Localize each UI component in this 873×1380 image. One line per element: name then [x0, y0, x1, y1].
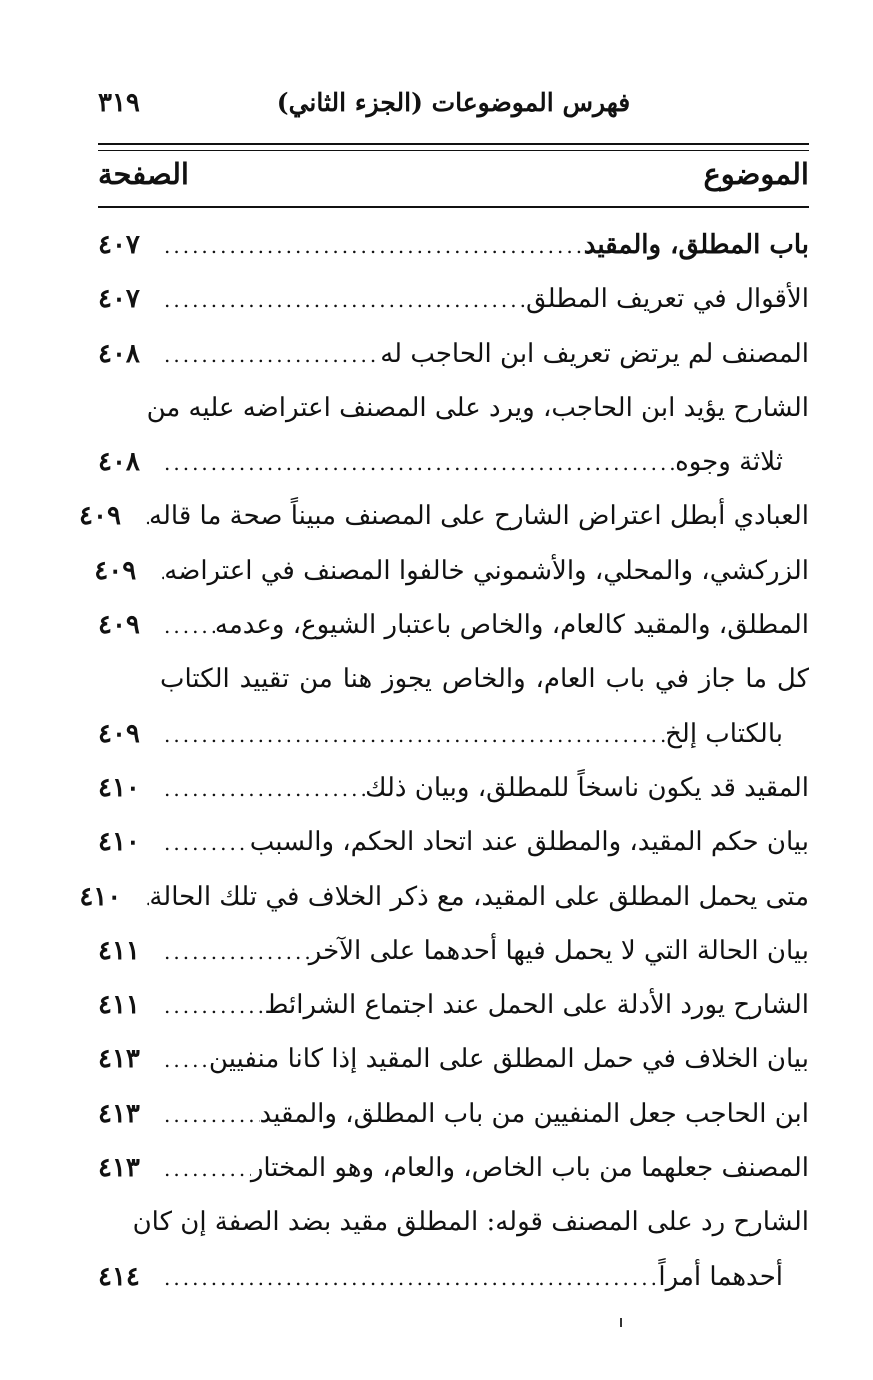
toc-entry-title: بيان الحالة التي لا يحمل فيها أحدهما على الآخر [308, 935, 809, 966]
toc-entry-title: أحدهما أمراً [658, 1261, 783, 1292]
dot-leader [160, 1251, 658, 1305]
toc-entry[interactable] [79, 489, 809, 543]
toc-entry-title: المطلق، والمقيد كالعام، والخاص باعتبار الشيوع، وعدمه [214, 610, 809, 641]
toc-entry-page: ٤١١ [98, 935, 140, 966]
toc-entry[interactable] [98, 598, 809, 652]
dot-leader [160, 328, 380, 382]
toc-entry-page: ٤٠٩ [94, 555, 137, 586]
dot-leader [160, 925, 309, 979]
dot-leader [160, 762, 365, 816]
toc-entry-page: ٤٠٧ [98, 284, 140, 315]
toc-entry[interactable] [98, 924, 809, 978]
dot-leader [160, 1088, 260, 1142]
toc-entry-page: ٤٠٨ [98, 338, 140, 369]
toc-entry-page: ٤١٠ [79, 881, 122, 912]
toc-entry-first-line[interactable]: الشارح رد على المصنف قوله: المطلق مقيد بضد الصفة إن كان [132, 1207, 809, 1238]
column-headings [98, 157, 809, 201]
toc-entry-title: باب المطلق، والمقيد [583, 230, 809, 260]
toc-entry-page: ٤١١ [98, 990, 140, 1021]
toc-entry-page: ٤٠٩ [98, 610, 140, 641]
toc-list [79, 218, 809, 1304]
toc-entry-title: المصنف لم يرتض تعريف ابن الحاجب له [380, 338, 809, 369]
print-mark [620, 1318, 622, 1327]
toc-entry-page: ٤١٣ [98, 1153, 140, 1184]
toc-entry[interactable] [98, 1087, 809, 1141]
toc-entry-page: ٤٠٩ [79, 501, 121, 532]
toc-entry[interactable] [98, 435, 809, 489]
dot-leader [160, 708, 665, 762]
toc-entry[interactable] [98, 218, 809, 272]
dot-leader [160, 436, 675, 490]
toc-entry-page: ٤٠٧ [98, 230, 140, 260]
dot-leader [160, 979, 264, 1033]
toc-entry-title: العبادي أبطل اعتراض الشارح على المصنف مبيناً صحة ما قاله [149, 501, 809, 532]
toc-entry-page: ٤١٠ [98, 827, 140, 858]
dot-leader [141, 871, 149, 925]
toc-entry-first-line[interactable]: كل ما جاز في باب العام، والخاص يجوز هنا من تقييد الكتاب [160, 664, 809, 695]
toc-entry-page: ٤١٤ [98, 1261, 140, 1292]
toc-entry-page: ٤١٣ [98, 1098, 140, 1129]
toc-entry-title: الأقوال في تعريف المطلق [526, 284, 809, 315]
toc-entry-page: ٤١٠ [98, 772, 140, 803]
toc-entry-title: الشارح يورد الأدلة على الحمل عند اجتماع الشرائط [264, 990, 809, 1021]
toc-entry[interactable] [98, 815, 809, 869]
subject-column-heading: الموضوع [703, 157, 809, 191]
toc-entry[interactable] [98, 327, 809, 381]
dot-leader [141, 490, 149, 544]
running-header [98, 88, 809, 128]
toc-entry-title: الزركشي، والمحلي، والأشموني خالفوا المصنف في اعتراضه [164, 555, 809, 586]
toc-entry-title: بيان الخلاف في حمل المطلق على المقيد إذا كانا منفيين [208, 1044, 809, 1075]
dot-leader [160, 273, 526, 327]
toc-entry-title: المصنف جعلهما من باب الخاص، والعام، وهو المختار [250, 1153, 809, 1184]
toc-entry-title: متى يحمل المطلق على المقيد، مع ذكر الخلاف في تلك الحالة [149, 881, 809, 912]
dot-leader [160, 816, 250, 870]
toc-entry[interactable] [98, 1250, 809, 1304]
toc-entry-title: بيان حكم المقيد، والمطلق عند اتحاد الحكم، والسبب [249, 827, 809, 858]
dot-leader [160, 1142, 251, 1196]
toc-entry[interactable] [98, 1141, 809, 1195]
heading-rule [98, 206, 809, 208]
dot-leader [160, 1033, 209, 1087]
dot-leader [156, 545, 164, 599]
dot-leader [160, 219, 584, 273]
toc-entry[interactable] [98, 272, 809, 326]
toc-entry-title: بالكتاب إلخ [665, 718, 783, 749]
toc-entry-title: ابن الحاجب جعل المنفيين من باب المطلق، والمقيد [259, 1098, 809, 1129]
dot-leader [160, 599, 215, 653]
toc-entry[interactable] [79, 870, 809, 924]
toc-entry[interactable] [98, 978, 809, 1032]
toc-entry[interactable] [94, 544, 809, 598]
toc-entry[interactable] [98, 1032, 809, 1086]
toc-entry[interactable] [98, 761, 809, 815]
toc-entry-title: ثلاثة وجوه [675, 447, 783, 478]
toc-entry-title: المقيد قد يكون ناسخاً للمطلق، وبيان ذلك [365, 772, 809, 803]
toc-entry[interactable] [98, 707, 809, 761]
running-title: فهرس الموضوعات (الجزء الثاني) [276, 88, 631, 117]
toc-entry-page: ٤٠٨ [98, 447, 140, 478]
page-column-heading: الصفحة [98, 157, 189, 191]
toc-entry-first-line[interactable]: الشارح يؤيد ابن الحاجب، ويرد على المصنف اعتراضه عليه من [146, 392, 809, 423]
header-double-rule [98, 143, 809, 151]
toc-entry-page: ٤١٣ [98, 1044, 140, 1075]
toc-entry-page: ٤٠٩ [98, 718, 140, 749]
page-number: ٣١٩ [98, 88, 140, 118]
